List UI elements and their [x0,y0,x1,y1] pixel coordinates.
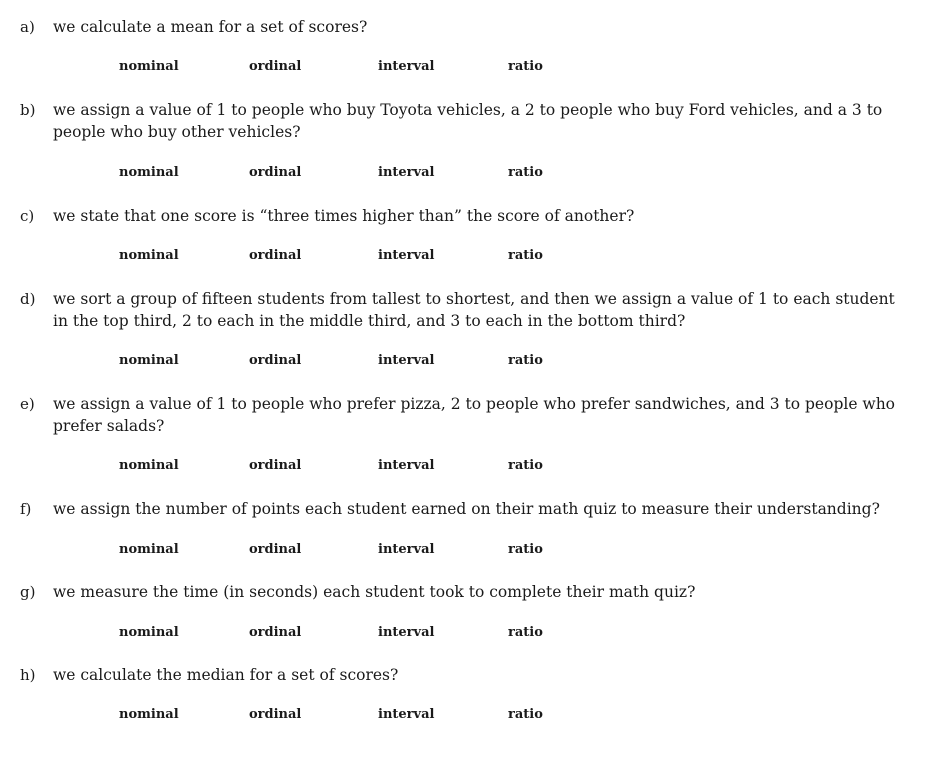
answer-options [0,623,933,643]
answer-options [0,57,933,77]
option-ordinal[interactable]: ordinal [249,458,302,473]
option-ordinal[interactable]: ordinal [249,707,302,722]
answer-options [0,540,933,560]
question-text: we calculate a mean for a set of scores? [53,18,368,36]
question-letter: c) [20,207,35,225]
question-letter: d) [20,290,36,308]
option-ratio[interactable]: ratio [508,353,543,368]
answer-options [0,163,933,183]
option-nominal[interactable]: nominal [119,165,179,180]
option-interval[interactable]: interval [378,458,435,473]
question-text: we measure the time (in seconds) each student took to complete their math quiz? [53,583,696,601]
option-ratio[interactable]: ratio [508,458,543,473]
option-ordinal[interactable]: ordinal [249,248,302,263]
option-ratio[interactable]: ratio [508,165,543,180]
option-ordinal[interactable]: ordinal [249,353,302,368]
question-letter: e) [20,395,35,413]
option-interval[interactable]: interval [378,353,435,368]
question-text: we assign a value of 1 to people who buy Toyota vehicles, a 2 to people who buy Ford vehicles, and a 3 to people who buy other vehicles? [53,101,883,141]
question-letter: a) [20,18,35,36]
option-ordinal[interactable]: ordinal [249,59,302,74]
option-ordinal[interactable]: ordinal [249,165,302,180]
option-nominal[interactable]: nominal [119,248,179,263]
question-letter: h) [20,666,36,684]
option-ordinal[interactable]: ordinal [249,542,302,557]
option-interval[interactable]: interval [378,707,435,722]
option-ratio[interactable]: ratio [508,59,543,74]
option-nominal[interactable]: nominal [119,542,179,557]
question-letter: f) [20,500,32,518]
option-nominal[interactable]: nominal [119,707,179,722]
option-ratio[interactable]: ratio [508,707,543,722]
option-interval[interactable]: interval [378,248,435,263]
answer-options [0,246,933,266]
option-ordinal[interactable]: ordinal [249,625,302,640]
option-interval[interactable]: interval [378,165,435,180]
answer-options [0,351,933,371]
option-nominal[interactable]: nominal [119,625,179,640]
option-nominal[interactable]: nominal [119,353,179,368]
question-text: we assign the number of points each student earned on their math quiz to measure their understanding? [53,500,880,518]
answer-options [0,456,933,476]
option-nominal[interactable]: nominal [119,458,179,473]
option-interval[interactable]: interval [378,625,435,640]
question-text: we calculate the median for a set of scores? [53,666,399,684]
question-text: we state that one score is “three times higher than” the score of another? [53,207,635,225]
option-interval[interactable]: interval [378,59,435,74]
option-ratio[interactable]: ratio [508,248,543,263]
option-ratio[interactable]: ratio [508,625,543,640]
option-interval[interactable]: interval [378,542,435,557]
question-text: we sort a group of fifteen students from tallest to shortest, and then we assign a value of 1 to each student in the top third, 2 to each in the middle third, and 3 to each in the bottom third? [53,290,895,330]
question-letter: b) [20,101,36,119]
answer-options [0,705,933,725]
option-ratio[interactable]: ratio [508,542,543,557]
question-letter: g) [20,583,36,601]
option-nominal[interactable]: nominal [119,59,179,74]
question-text: we assign a value of 1 to people who prefer pizza, 2 to people who prefer sandwiches, and 3 to people who prefer salads? [53,395,896,435]
